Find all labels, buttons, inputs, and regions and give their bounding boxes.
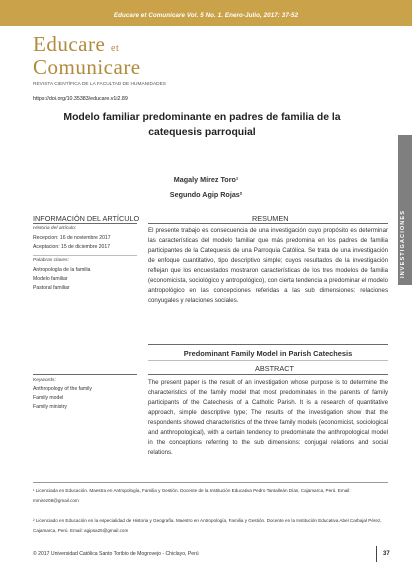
logo-line-2: Comunicare xyxy=(33,55,141,79)
resumen-text: El presente trabajo es consecuencia de una investigación cuyo propósito es determinar las características del modelo familiar que más predomina en los padres de familia participantes de la Catequesis de una Parroquia Católica. Se trata de una investigación de enfoque cuantitativo, tipo descriptivo simple; cuyos resultados de la investigación reflejan que los encuestados mostraron características de los tres modelos de familia (economicista, sociológico y antropológico), con cierta tendencia a predominar el modelo antropológico en las concepciones referidas a las sub dimensiones: relaciones conyugales y relaciones sociales. xyxy=(148,227,388,304)
logo-word-educare: Educare xyxy=(33,32,106,56)
keyword-es: Modelo familiar xyxy=(33,276,68,282)
divider xyxy=(148,374,388,375)
logo-word-et: et xyxy=(111,43,120,54)
section-side-tab-label: INVESTIGACIONES xyxy=(400,209,406,278)
abstract-text: The present paper is the result of an investigation whose purpose is to determine the characteristics of the family model that most predominates in the parents of family participants of the Catechesis of a Catholic Parish. It is a research of quantitative approach, simple descriptive type; The results of the investigation show that the respondents showed characteristics of the three family models (economicist, sociological and anthropological), with a certain tendency to predominate the anthropological model in the conceptions referring to the sub dimensions: conjugal relations and social relations. xyxy=(148,379,388,456)
divider xyxy=(33,255,137,256)
copyright-footer: © 2017 Universidad Católica Santo Toribio de Mogrovejo - Chiclayo, Perú xyxy=(33,551,199,557)
divider xyxy=(33,374,137,375)
divider xyxy=(148,360,388,361)
keyword-en: Family ministry xyxy=(33,404,67,410)
accepted-date: Aceptacion: 15 de diciembre 2017 xyxy=(33,244,111,250)
doi-link[interactable]: https://doi.org/10.35383/educare.v1i2.89 xyxy=(33,96,128,102)
page-number: 37 xyxy=(383,551,390,557)
footnote-2: ² Licenciado en Educación en la especialidad de Historia y Geografía. Maestro en Antropología, Familia y Gestión. Docente en la Institución Educativa Abel Carbajal Pérez, Cajamarca, Perú. Email: agipsa25@gmail.com xyxy=(33,518,382,533)
article-title: Modelo familiar predominante en padres de familia de la catequesis parroquial xyxy=(63,112,341,138)
keyword-en: Anthropology of the family xyxy=(33,386,92,392)
abstract-heading: ABSTRACT xyxy=(255,364,294,373)
divider xyxy=(148,344,388,345)
page-number-divider xyxy=(376,546,377,562)
keyword-es: Antropología de la familia xyxy=(33,267,91,273)
journal-issue-line: Educare et Comunicare Vol. 5 No. 1. Enero-Julio, 2017: 37-52 xyxy=(113,12,299,19)
received-date: Recepcion: 16 de noviembre 2017 xyxy=(33,235,111,241)
keywords-label-es: Palabras claves: xyxy=(33,258,69,263)
divider xyxy=(148,223,388,224)
article-info-heading: INFORMACIÓN DEL ARTÍCULO xyxy=(33,214,140,223)
history-label: Historia del artículo: xyxy=(33,226,77,231)
resumen-heading: RESUMEN xyxy=(252,214,289,223)
author-1: Magaly Mírez Toro¹ xyxy=(173,175,239,184)
journal-logo xyxy=(33,32,141,79)
journal-subtitle: REVISTA CIENTÍFICA DE LA FACULTAD DE HUMANIDADES xyxy=(33,82,167,87)
footnote-1: ¹ Licenciada en Educación. Maestra en Antropología, Familia y Gestión. Docente de la Institución Educativa Pedro Tantalleán Días, Cajamarca, Perú. Email: mmirez08@gmail.com xyxy=(33,488,351,503)
divider xyxy=(33,482,388,483)
keyword-en: Family model xyxy=(33,395,64,401)
keyword-es: Pastoral familiar xyxy=(33,285,70,291)
journal-header-bar xyxy=(0,0,412,26)
divider xyxy=(33,223,137,224)
keywords-label-en: Keywords: xyxy=(33,378,56,383)
english-title: Predominant Family Model in Parish Catechesis xyxy=(183,349,353,358)
author-2: Segundo Agip Rojas² xyxy=(169,190,243,199)
